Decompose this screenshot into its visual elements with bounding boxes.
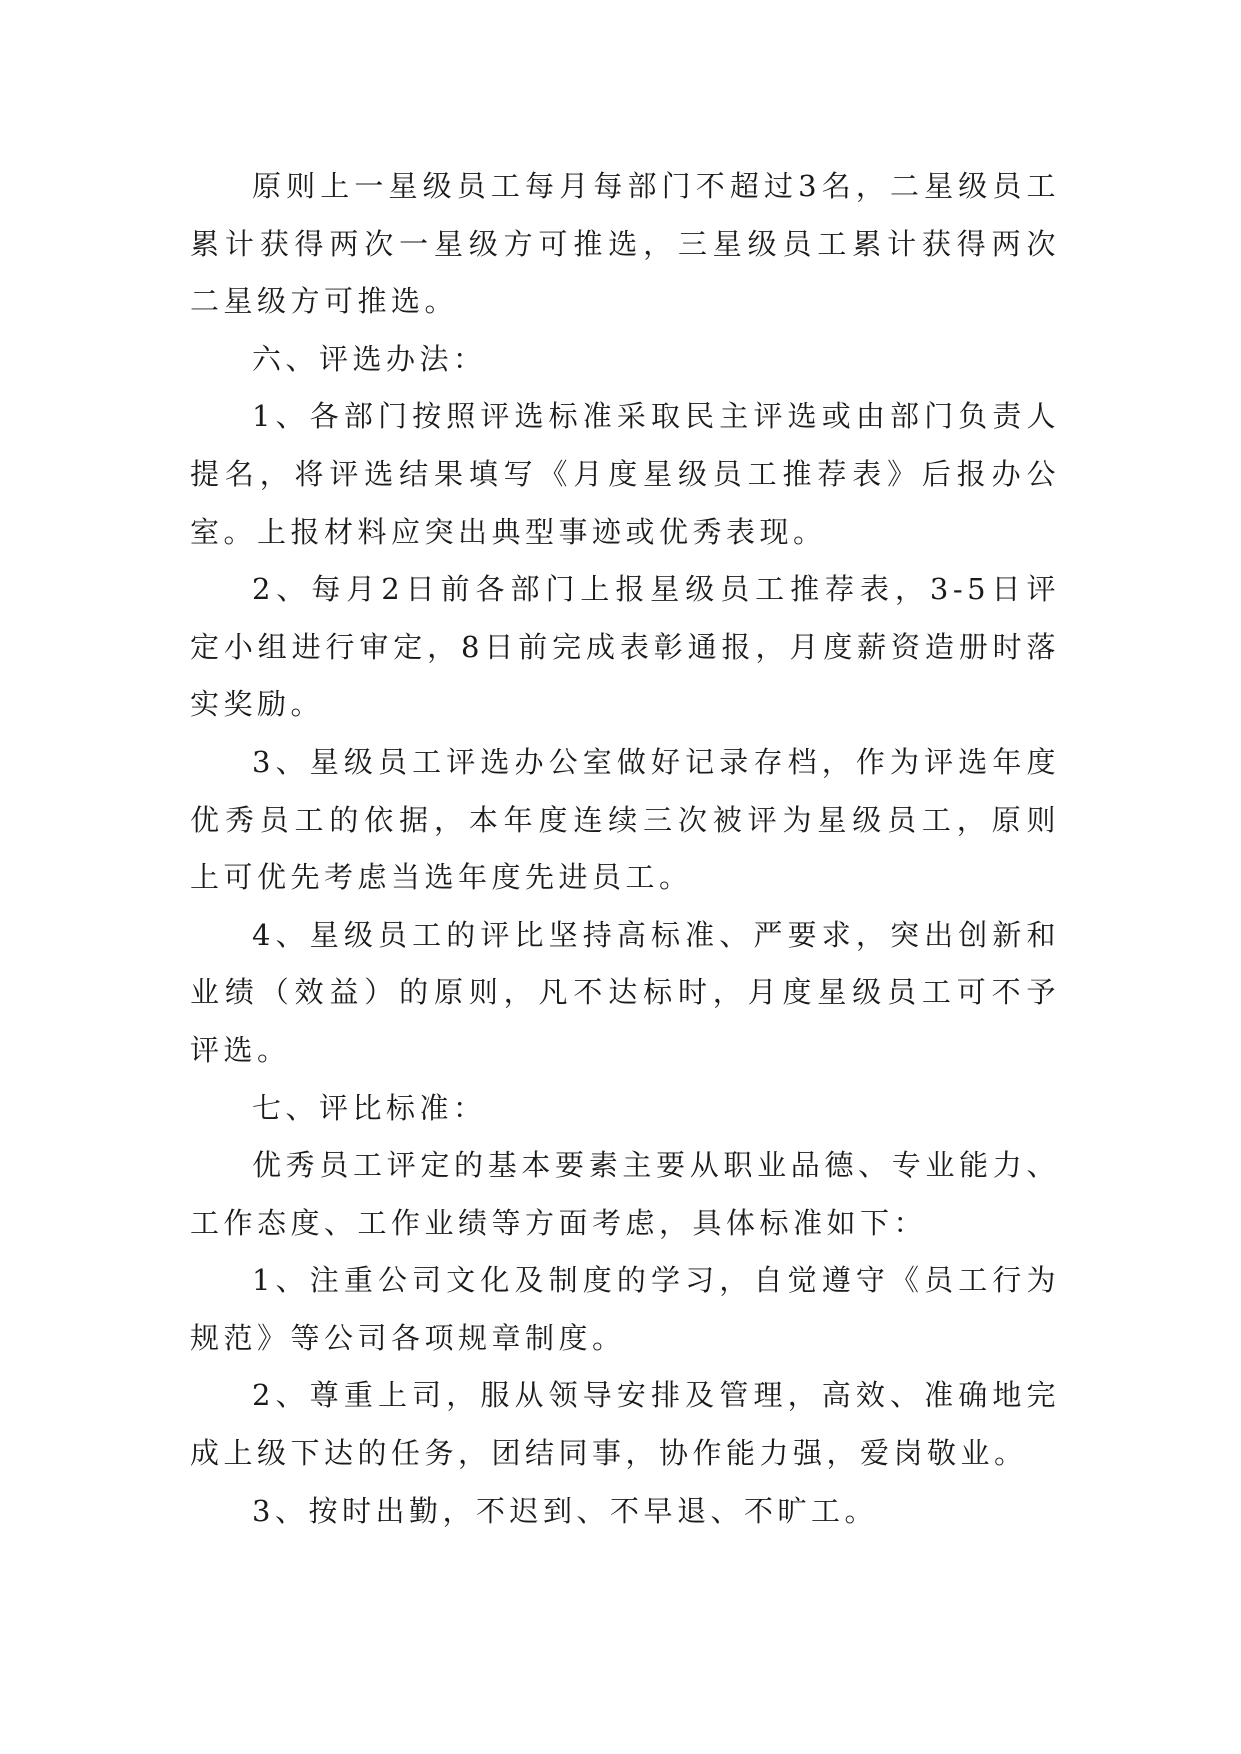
document-body (190, 158, 1060, 1540)
heading-evaluation-criteria: 七、评比标准： (252, 1090, 487, 1125)
paragraph-method-1: 1、各部门按照评选标准采取民主评选或由部门负责人提名，将评选结果填写《月度星级员工推荐表》后报办公室。上报材料应突出典型事迹或优秀表现。 (190, 399, 1060, 549)
paragraph-method-3: 3、星级员工评选办公室做好记录存档，作为评选年度优秀员工的依据，本年度连续三次被评为星级员工，原则上可优先考虑当选年度先进员工。 (190, 744, 1060, 895)
paragraph-criteria-3: 3、按时出勤，不迟到、不早退、不旷工。 (252, 1493, 878, 1528)
paragraph-criteria-intro: 优秀员工评定的基本要素主要从职业品德、专业能力、工作态度、工作业绩等方面考虑，具体标准如下： (190, 1148, 1060, 1240)
paragraph-criteria-1: 1、注重公司文化及制度的学习，自觉遵守《员工行为规范》等公司各项规章制度。 (190, 1263, 1060, 1355)
paragraph-method-2: 2、每月2日前各部门上报星级员工推荐表，3-5日评定小组进行审定，8日前完成表彰通报，月度薪资造册时落实奖励。 (190, 572, 1060, 722)
heading-selection-method: 六、评选办法： (252, 341, 487, 376)
paragraph-method-4: 4、星级员工的评比坚持高标准、严要求，突出创新和业绩（效益）的原则，凡不达标时，月度星级员工可不予评选。 (190, 917, 1060, 1067)
paragraph-criteria-2: 2、尊重上司，服从领导安排及管理，高效、准确地完成上级下达的任务，团结同事，协作能力强，爱岗敬业。 (190, 1378, 1060, 1471)
paragraph-star-quota: 原则上一星级员工每月每部门不超过3名，二星级员工累计获得两次一星级方可推选，三星级员工累计获得两次二星级方可推选。 (190, 169, 1060, 319)
